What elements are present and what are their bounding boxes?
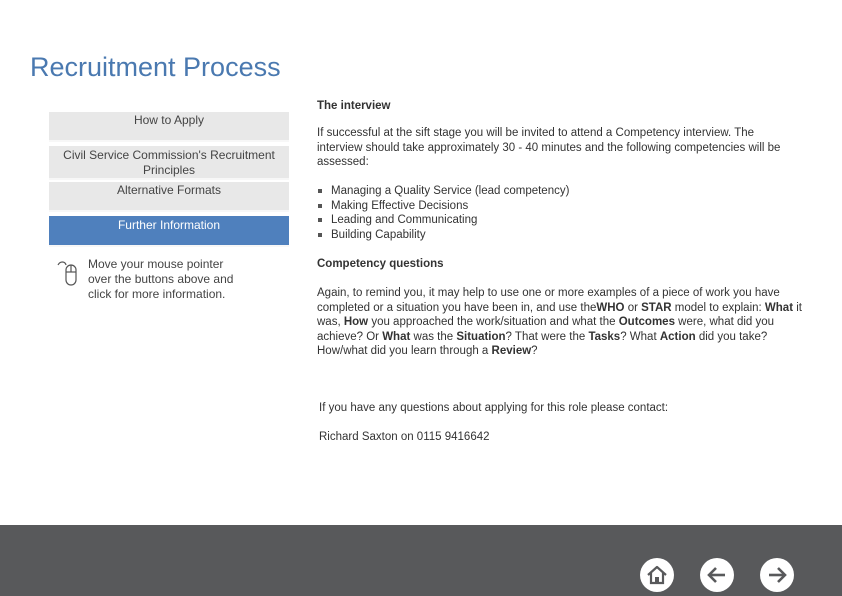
interview-paragraph: If successful at the sift stage you will be invited to attend a Competency interview. The interview should take approximately 30 - 40 minutes and the following competencies will be assessed: xyxy=(317,127,781,168)
competency-list xyxy=(317,184,802,242)
back-button[interactable] xyxy=(700,558,734,592)
nav-button-recruitment-principles[interactable]: Civil Service Commission's Recruitment Principles xyxy=(49,146,289,180)
arrow-left-icon xyxy=(700,558,734,592)
next-button[interactable] xyxy=(760,558,794,592)
contact-prompt: If you have any questions about applying for this role please contact: xyxy=(319,402,669,414)
list-item: Leading and Communicating xyxy=(317,213,802,228)
competency-questions-paragraph: Again, to remind you, it may help to use one or more examples of a piece of work you have completed or a situation you have been in, and use theWHO or STAR model to explain: What it was, How you approached the work/situation and what the Outcomes were, what did you achieve? Or What was the Situation? That were the Tasks? What Action did you take? How/what did you learn through a Review? xyxy=(317,287,802,357)
list-item: Managing a Quality Service (lead competency) xyxy=(317,184,802,199)
home-button[interactable] xyxy=(640,558,674,592)
list-item: Building Capability xyxy=(317,228,802,243)
page-title: Recruitment Process xyxy=(30,52,281,82)
mouse-icon xyxy=(56,256,78,288)
arrow-right-icon xyxy=(760,558,794,592)
footer-bar xyxy=(0,525,842,596)
nav-button-alternative-formats[interactable]: Alternative Formats xyxy=(49,182,289,212)
hover-hint-text: Move your mouse pointer over the buttons above and click for more information. xyxy=(88,257,234,301)
competency-questions-heading: Competency questions xyxy=(317,258,444,270)
interview-heading: The interview xyxy=(317,100,391,112)
nav-button-further-information[interactable]: Further Information xyxy=(49,216,289,247)
list-item: Making Effective Decisions xyxy=(317,199,802,214)
contact-name: Richard Saxton on 0115 9416642 xyxy=(319,431,490,443)
nav-button-how-to-apply[interactable]: How to Apply xyxy=(49,112,289,142)
home-icon xyxy=(640,558,674,592)
